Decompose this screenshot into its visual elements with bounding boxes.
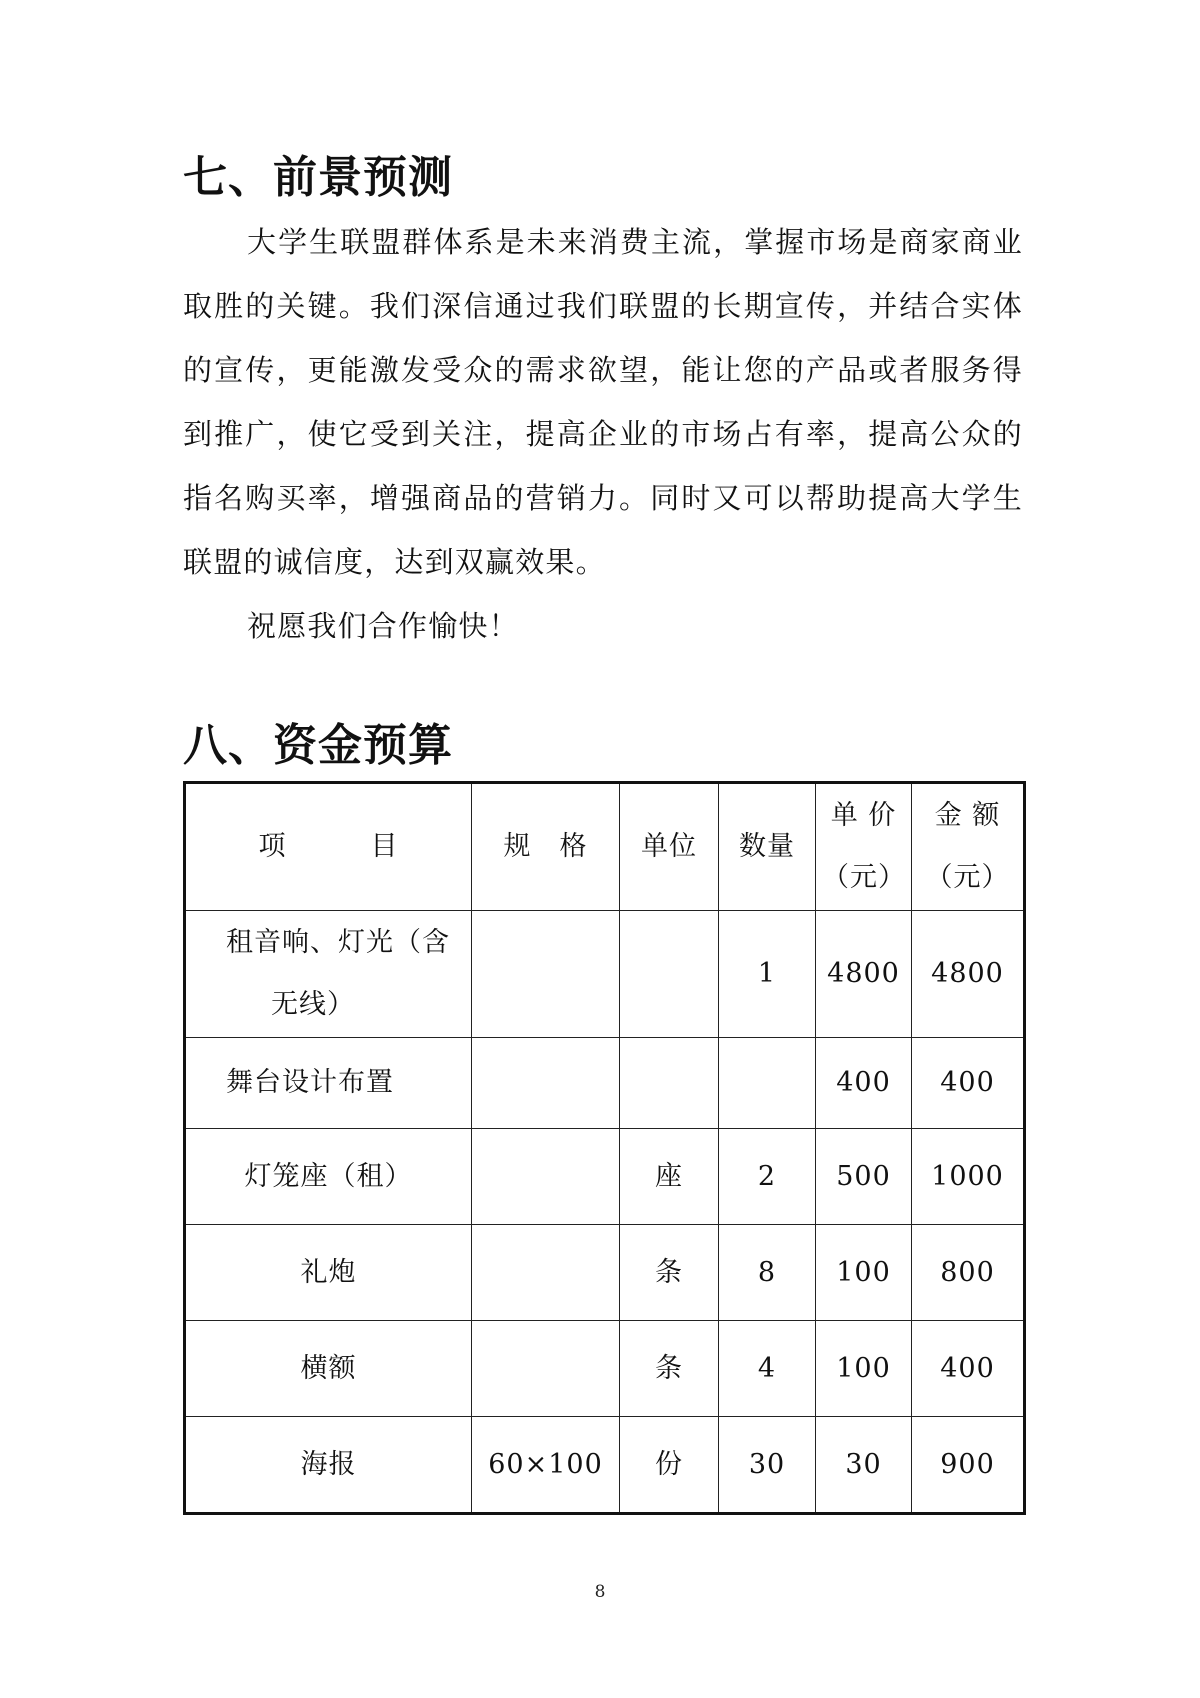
cell-spec: 60×100 — [472, 1417, 620, 1514]
cell-quantity: 4 — [719, 1321, 816, 1417]
cell-item: 灯笼座（租） — [185, 1129, 472, 1225]
cell-item: 海报 — [185, 1417, 472, 1514]
cell-unit — [620, 911, 719, 1038]
cell-item: 横额 — [185, 1321, 472, 1417]
cell-quantity: 1 — [719, 911, 816, 1038]
cell-quantity: 2 — [719, 1129, 816, 1225]
cell-spec — [472, 911, 620, 1038]
cell-amount: 900 — [912, 1417, 1025, 1514]
section-heading-prospects: 七、前景预测 — [183, 152, 453, 203]
cell-item-line2: 无线） — [271, 989, 355, 1020]
header-unit-price-currency: （元） — [822, 862, 906, 893]
cell-amount: 400 — [912, 1038, 1025, 1129]
header-item: 项 目 — [185, 783, 472, 911]
cell-unit-price: 100 — [816, 1225, 912, 1321]
header-amount-currency: （元） — [925, 862, 1010, 893]
cell-spec — [472, 1321, 620, 1417]
cell-quantity — [719, 1038, 816, 1129]
header-amount-label: 金 额 — [934, 800, 1001, 831]
header-unit-price — [816, 783, 912, 911]
page-number: 8 — [594, 1582, 606, 1602]
cell-amount: 1000 — [912, 1129, 1025, 1225]
cell-amount: 800 — [912, 1225, 1025, 1321]
cell-unit: 条 — [620, 1225, 719, 1321]
closing-wish: 祝愿我们合作愉快！ — [247, 609, 519, 643]
prospects-body — [183, 210, 1023, 658]
cell-quantity: 30 — [719, 1417, 816, 1514]
cell-item: 舞台设计布置 — [185, 1038, 472, 1129]
header-amount — [912, 783, 1025, 911]
budget-table — [183, 781, 1026, 1515]
cell-unit: 份 — [620, 1417, 719, 1514]
cell-spec — [472, 1038, 620, 1129]
cell-unit: 条 — [620, 1321, 719, 1417]
table-row — [185, 911, 1025, 1038]
table-row — [185, 1321, 1025, 1417]
header-spec: 规 格 — [472, 783, 620, 911]
cell-spec — [472, 1129, 620, 1225]
header-unit-price-label: 单 价 — [830, 800, 897, 831]
cell-unit-price: 500 — [816, 1129, 912, 1225]
cell-unit-price: 30 — [816, 1417, 912, 1514]
cell-unit: 座 — [620, 1129, 719, 1225]
table-header-row — [185, 783, 1025, 911]
cell-item: 礼炮 — [185, 1225, 472, 1321]
cell-amount: 400 — [912, 1321, 1025, 1417]
prospects-paragraph: 大学生联盟群体系是未来消费主流，掌握市场是商家商业取胜的关键。我们深信通过我们联盟的长期宣传，并结合实体的宣传，更能激发受众的需求欲望，能让您的产品或者服务得到推广，使它受到关注，提高企业的市场占有率，提高公众的指名购买率，增强商品的营销力。同时又可以帮助提高大学生联盟的诚信度，达到双赢效果。 — [183, 225, 1023, 579]
header-quantity: 数量 — [719, 783, 816, 911]
cell-amount: 4800 — [912, 911, 1025, 1038]
header-unit: 单位 — [620, 783, 719, 911]
cell-item — [185, 911, 472, 1038]
cell-spec — [472, 1225, 620, 1321]
cell-unit-price: 100 — [816, 1321, 912, 1417]
table-row — [185, 1129, 1025, 1225]
cell-unit-price: 4800 — [816, 911, 912, 1038]
section-heading-budget: 八、资金预算 — [183, 720, 453, 771]
cell-unit — [620, 1038, 719, 1129]
table-row — [185, 1225, 1025, 1321]
table-row — [185, 1038, 1025, 1129]
cell-quantity: 8 — [719, 1225, 816, 1321]
cell-unit-price: 400 — [816, 1038, 912, 1129]
table-row — [185, 1417, 1025, 1514]
cell-item-line1: 租音响、灯光（含 — [226, 927, 450, 958]
